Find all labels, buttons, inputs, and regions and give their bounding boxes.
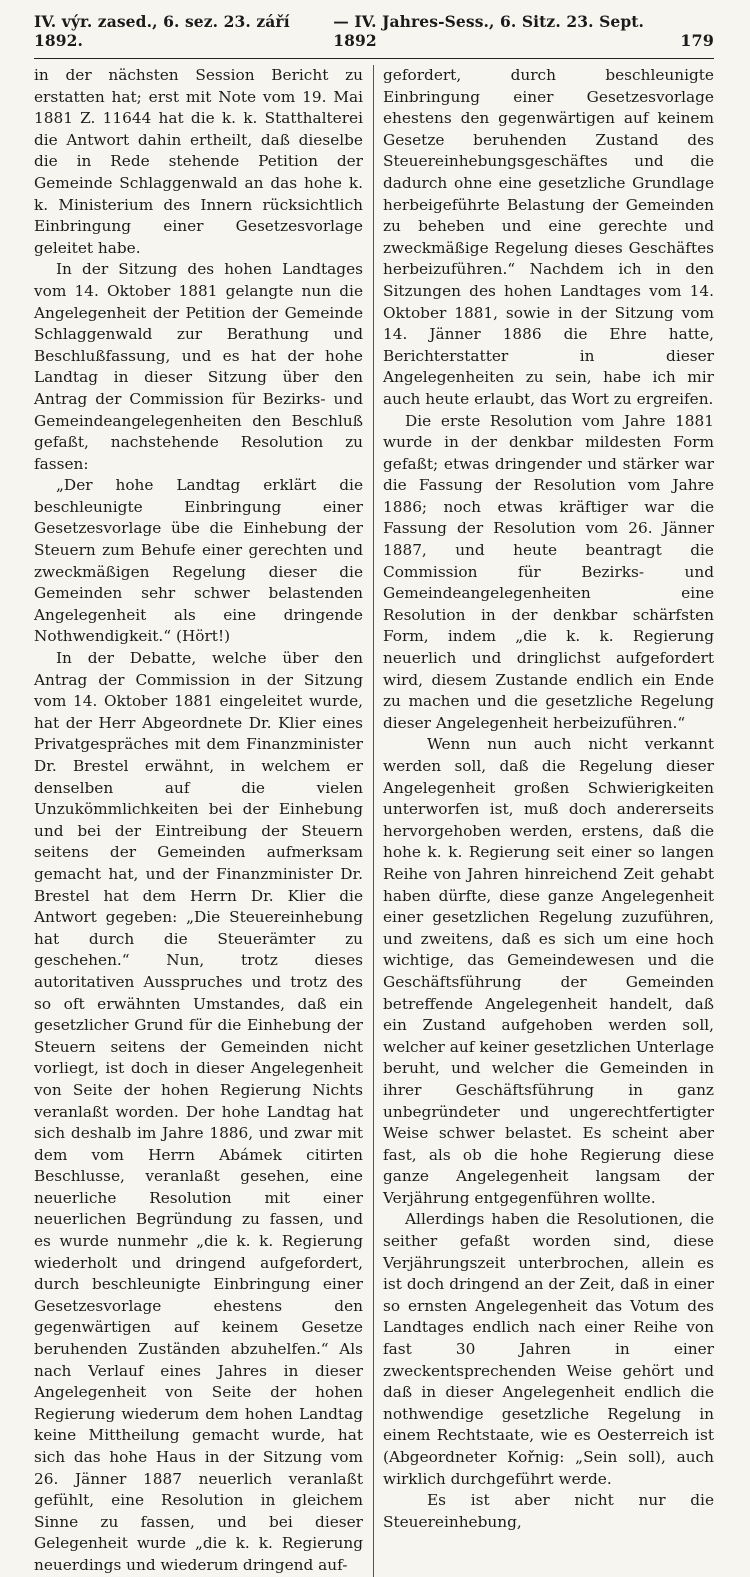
right-paragraph: gefordert, durch beschleunigte Einbringung einer Gesetzesvorlage ehestens den gegenwärtigen auf keinem Gesetze beruhenden Zustand des Steuereinhebungsgeschäftes und die dadurch ohne eine gesetzliche Grundlage herbeigeführte Belastung der Gemeinden zu beheben und eine gerechte und zweckmäßige Regelung dieses Geschäftes herbeizuführen.“ Nachdem ich in den Sitzungen des hohen Landtages vom 14. Oktober 1881, sowie in der Sitzung vom 14. Jänner 1886 die Ehre hatte, Berichterstatter in dieser Angelegenheiten zu sein, habe ich mir auch heute erlaubt, das Wort zu ergreifen. [383, 66, 714, 408]
right-column [383, 65, 714, 1577]
page-header [34, 0, 714, 58]
left-column [34, 65, 363, 1577]
right-paragraph: Es ist aber nicht nur die Steuereinhebung, [383, 1491, 714, 1531]
right-paragraph: Allerdings haben die Resolutionen, die seither gefaßt worden sind, diese Verjährungszeit unterbrochen, allein es ist doch dringend an der Zeit, daß in einer so ernsten Angelegenheit das Votum des Landtages endlich nach einer Reihe von fast 30 Jahren in einer zweckentsprechenden Weise gehört und daß in dieser Angelegenheit endlich die nothwendige gesetzliche Regelung in einem Rechtstaate, wie es Oesterreich ist (Abgeordneter Kořnig: „Sein soll), auch wirklich durchgeführt werde. [383, 1210, 714, 1488]
right-paragraph: Wenn nun auch nicht verkannt werden soll, daß die Regelung dieser Angelegenheit großen Schwierigkeiten unterworfen ist, muß doch andererseits hervorgehoben werden, erstens, daß die hohe k. k. Regierung seit einer so langen Reihe von Jahren hinreichend Zeit gehabt haben dürfte, diese ganze Angelegenheit einer gesetzlichen Regelung zuzuführen, und zweitens, daß es sich um eine hoch wichtige, das Gemeindewesen und die Geschäftsführung der Gemeinden betreffende Angelegenheit handelt, daß ein Zustand aufgehoben werden soll, welcher auf keiner gesetzlichen Unterlage beruht, und welcher die Gemeinden in ihrer Geschäftsführung in ganz unbegründeter und ungerechtfertigter Weise schwer belastet. Es scheint aber fast, als ob die hohe Regierung diese ganze Angelegenheit langsam der Verjährung entgegenführen wollte. [383, 735, 714, 1207]
header-czech: IV. výr. zased., 6. sez. 23. září 1892. [34, 12, 290, 50]
left-paragraph: In der Sitzung des hohen Landtages vom 14. Oktober 1881 gelangte nun die Angelegenheit der Petition der Gemeinde Schlaggenwald zur Berathung und Beschlußfassung, und es hat der hohe Landtag in dieser Sitzung über den Antrag der Commission für Bezirks- und Gemeindeangelegenheiten den Beschluß gefaßt, nachstehende Resolution zu fassen: [34, 260, 363, 473]
text-columns [34, 65, 714, 1577]
column-divider [373, 65, 374, 1577]
header-german: — IV. Jahres-Sess., 6. Sitz. 23. Sept. 1892 [333, 12, 645, 50]
left-paragraph: In der Debatte, welche über den Antrag der Commission in der Sitzung vom 14. Oktober 1881 eingeleitet wurde, hat der Herr Abgeordnete Dr. Klier eines Privatgespräches mit dem Finanzminister Dr. Brestel erwähnt, in welchem er denselben auf die vielen Unzukömmlichkeiten bei der Einhebung und bei der Eintreibung der Steuern seitens der Gemeinden aufmerksam gemacht hat, und der Finanzminister Dr. Brestel hat dem Herrn Dr. Klier die Antwort gegeben: „Die Steuereinhebung hat durch die Steuerämter zu geschehen.“ Nun, trotz dieses autoritativen Ausspruches und trotz des so oft erwähnten Umstandes, daß ein gesetzlicher Grund für die Einhebung der Steuern seitens der Gemeinden nicht vorliegt, ist doch in dieser Angelegenheit von Seite der hohen Regierung Nichts veranlaßt worden. Der hohe Landtag hat sich deshalb im Jahre 1886, und zwar mit dem vom Herrn Abámek citirten Beschlusse, veranlaßt gesehen, eine neuerliche Resolution mit einer neuerlichen Begründung zu fassen, und es wurde nunmehr „die k. k. Regierung wiederholt und dringend aufgefordert, durch beschleunigte Einbringung einer Gesetzesvorlage ehestens den gegenwärtigen auf keinem Gesetze beruhenden Zuständen abzuhelfen.“ Als nach Verlauf eines Jahres in dieser Angelegenheit von Seite der hohen Regierung wiederum dem hohen Landtag keine Mittheilung gemacht wurde, hat sich das hohe Haus in der Sitzung vom 26. Jänner 1887 neuerlich veranlaßt gefühlt, eine Resolution in gleichem Sinne zu fassen, und bei dieser Gelegenheit wurde „die k. k. Regierung neuerdings und wiederum dringend auf- [34, 649, 363, 1574]
resolution-quote: „Der hohe Landtag erklärt die beschleunigte Einbringung einer Gesetzesvorlage übe die Einhebung der Steuern zum Behufe einer gerechten und zweckmäßigen Regelung dieser die Gemeinden sehr schwer belastenden Angelegenheit als eine dringende Nothwendigkeit.“ (Hört!) [34, 476, 363, 646]
page-number: 179 [680, 31, 714, 50]
header-rule [34, 58, 714, 59]
left-paragraph: in der nächsten Session Bericht zu erstatten hat; erst mit Note vom 19. Mai 1881 Z. 11644 hat die k. k. Statthalterei die Antwort dahin ertheilt, daß dieselbe die in Rede stehende Petition der Gemeinde Schlaggenwald an das hohe k. k. Ministerium des Innern rücksichtlich Einbringung einer Gesetzesvorlage geleitet habe. [34, 66, 363, 257]
right-paragraph: Die erste Resolution vom Jahre 1881 wurde in der denkbar mildesten Form gefaßt; etwas dringender und stärker war die Fassung der Resolution vom Jahre 1886; noch etwas kräftiger war die Fassung der Resolution vom 26. Jänner 1887, und heute beantragt die Commission für Bezirks- und Gemeindeangelegenheiten eine Resolution in der denkbar schärfsten Form, indem „die k. k. Regierung neuerlich und dringlichst aufgefordert wird, diesem Zustande endlich ein Ende zu machen und die gesetzliche Regelung dieser Angelegenheit herbeizuführen.“ [383, 411, 714, 732]
